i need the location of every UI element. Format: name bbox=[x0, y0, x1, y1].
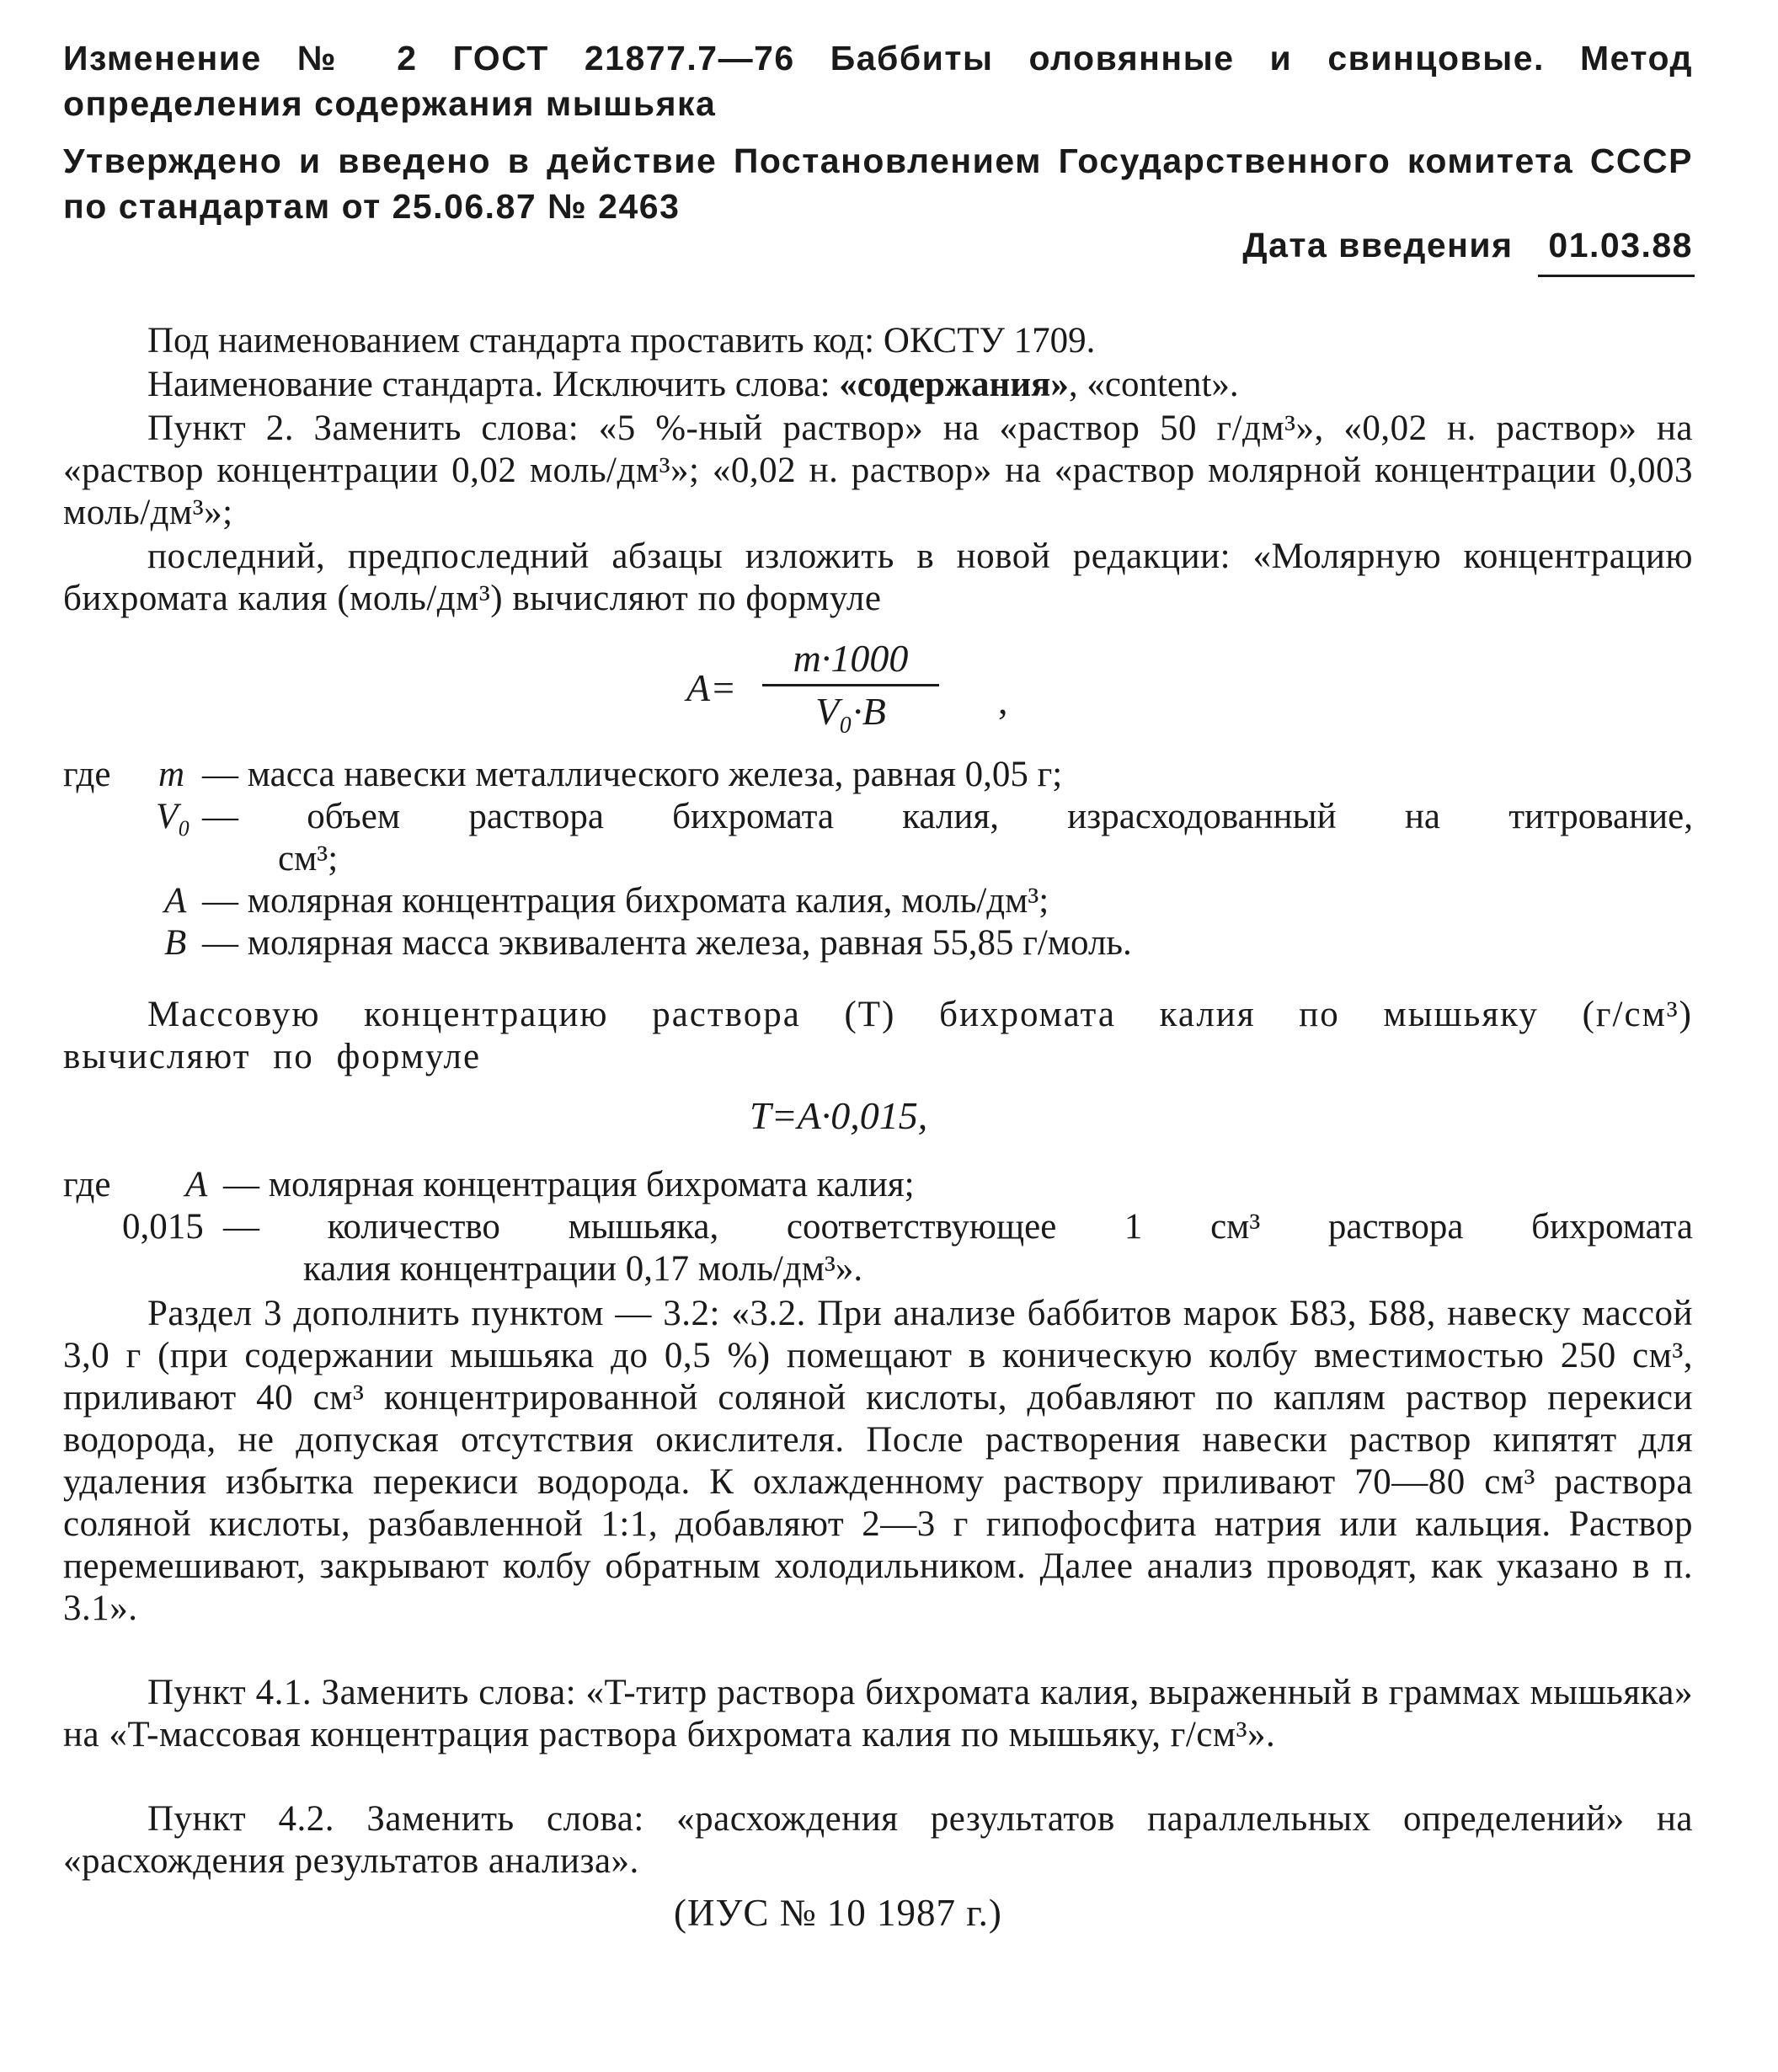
formula-1-lhs: A= bbox=[686, 666, 737, 709]
approval-statement: Утверждено и введено в действие Постановлением Государственного комитета СССР по стандартам от 25.06.87 № 2463 bbox=[63, 142, 1693, 226]
paragraph-okstu: Под наименованием стандарта проставить код: ОКСТУ 1709. bbox=[147, 321, 1096, 360]
p2-text-a: Наименование стандарта. Исключить слова: bbox=[147, 365, 840, 404]
def-text: — масса навески металлического железа, равная 0,05 г; bbox=[202, 755, 1063, 794]
paragraph-new-edition: последний, предпоследний абзацы изложить в новой редакции: «Молярную концентрацию бихромата калия (моль/дм³) вычисляют по формуле bbox=[63, 537, 1693, 618]
p2-text-b: «содержания» bbox=[839, 365, 1069, 404]
effective-date-label: Дата введения bbox=[1242, 226, 1514, 264]
where-label: где bbox=[63, 755, 111, 794]
definitions-1 bbox=[63, 754, 1693, 973]
def-symbol: A bbox=[185, 1165, 208, 1204]
def-text: — объем раствора бихромата калия, израсходованный на титрование, bbox=[202, 797, 1693, 836]
p2-text-c: , «content». bbox=[1068, 365, 1239, 404]
def-symbol: A bbox=[164, 881, 187, 921]
def-symbol: V₀ bbox=[156, 797, 191, 836]
formula-1-comma: , bbox=[998, 679, 1008, 722]
paragraph-mass-concentration: Массовую концентрацию раствора (T) бихромата калия по мышьяку (г/см³) вычисляют по формуле bbox=[63, 995, 1693, 1076]
def-text: — молярная концентрация бихромата калия; bbox=[223, 1165, 915, 1204]
def-symbol: B bbox=[164, 923, 187, 963]
source-reference: (ИУС № 10 1987 г.) bbox=[674, 1892, 1002, 1934]
paragraph-point-2: Пункт 2. Заменить слова: «5 %-ный раствор» на «раствор 50 г/дм³», «0,02 н. раствор» на «раствор концентрации 0,02 моль/дм³»; «0,02 н. раствор» на «раствор молярной концентрации 0,003 моль/дм³»; bbox=[63, 409, 1693, 532]
def-text: калия концентрации 0,17 моль/дм³». bbox=[303, 1249, 863, 1289]
paragraph-section-3: Раздел 3 дополнить пунктом — 3.2: «3.2. При анализе баббитов марок Б83, Б88, навеску массой 3,0 г (при содержании мышьяка до 0,5 %) помещают в коническую колбу вместимостью 250 см³, приливают 40 см³ концентрированной соляной кислоты, добавляют по каплям раствор перекиси водорода, не допуская отсутствия окислителя. После растворения навески раствор кипятят для удаления избытка перекиси водорода. К охлажденному раствору приливают 70—80 см³ раствора соляной кислоты, разбавленной 1:1, добавляют 2—3 г гипофосфита натрия или кальция. Раствор перемешивают, закрывают колбу обратным холодильником. Далее анализ проводят, как указано в п. 3.1». bbox=[63, 1294, 1693, 1628]
def-symbol: 0,015 bbox=[122, 1207, 204, 1247]
def-text: — молярная концентрация бихромата калия, моль/дм³; bbox=[202, 881, 1049, 921]
formula-1-denominator: V₀·B bbox=[815, 690, 886, 733]
formula-1-fraction bbox=[762, 633, 939, 737]
document-title: Изменение № 2 ГОСТ 21877.7—76 Баббиты оловянные и свинцовые. Метод определения содержания мышьяка bbox=[63, 39, 1693, 123]
paragraph-point-4-1: Пункт 4.1. Заменить слова: «T-титр раствора бихромата калия, выраженный в граммах мышьяка» на «T-массовая концентрация раствора бихромата калия по мышьяку, г/см³». bbox=[63, 1673, 1693, 1754]
date-underline bbox=[1538, 275, 1695, 277]
def-text: — молярная масса эквивалента железа, равная 55,85 г/моль. bbox=[202, 923, 1132, 963]
def-symbol: m bbox=[158, 755, 185, 794]
definitions-2 bbox=[63, 1164, 1693, 1299]
effective-date bbox=[1242, 226, 1693, 265]
paragraph-title-change bbox=[147, 364, 1239, 405]
effective-date-value: 01.03.88 bbox=[1548, 226, 1693, 264]
def-text: см³; bbox=[278, 839, 339, 878]
where-label: где bbox=[63, 1165, 111, 1204]
def-text: — количество мышьяка, соответствующее 1 см³ раствора бихромата bbox=[223, 1207, 1693, 1247]
formula-2: T=A·0,015, bbox=[750, 1094, 928, 1137]
formula-1-numerator: m·1000 bbox=[793, 637, 909, 680]
paragraph-point-4-2: Пункт 4.2. Заменить слова: «расхождения результатов параллельных определений» на «расхождения результатов анализа». bbox=[63, 1799, 1693, 1881]
